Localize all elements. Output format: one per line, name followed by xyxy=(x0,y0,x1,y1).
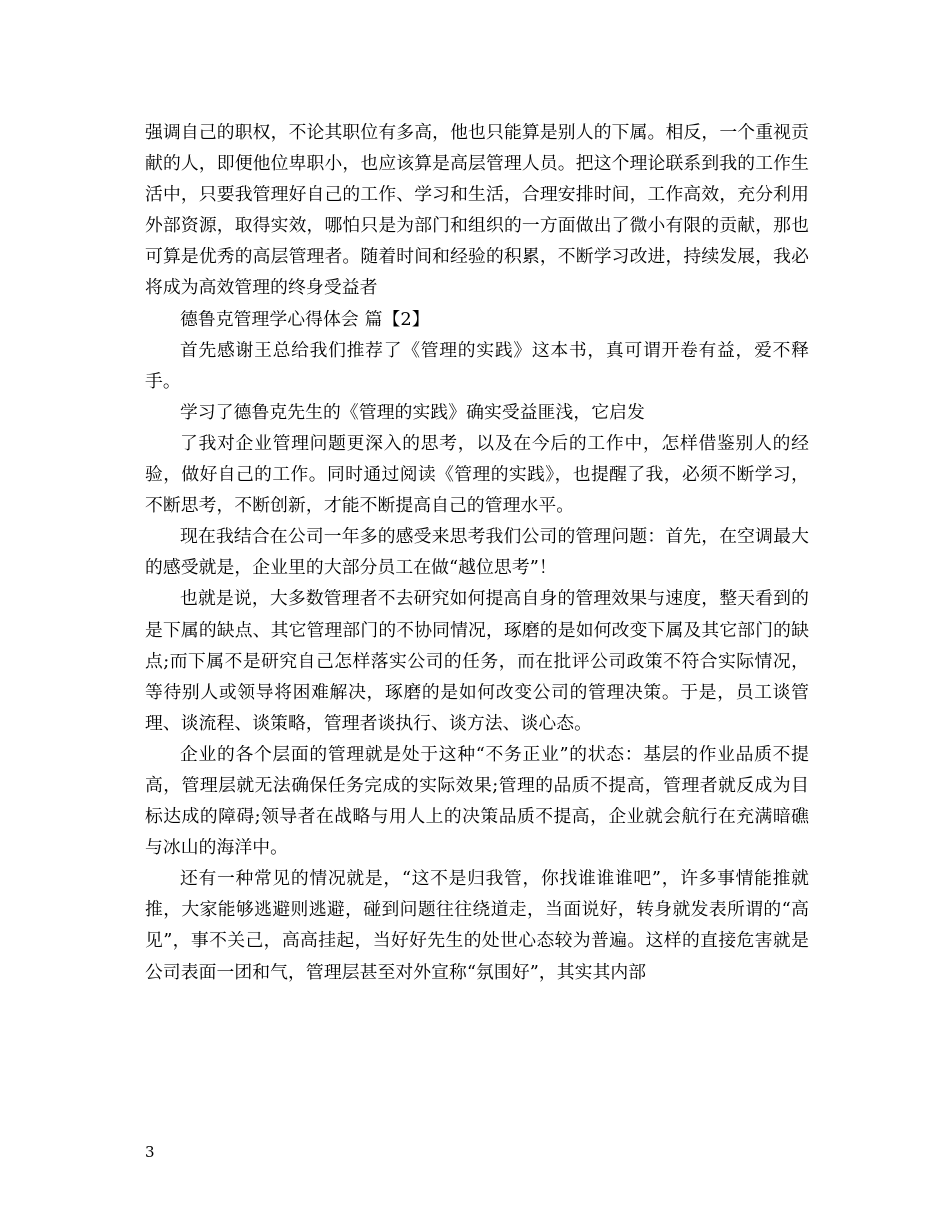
paragraph: 学习了德鲁克先生的《管理的实践》确实受益匪浅，它启发 xyxy=(180,401,645,423)
paragraph-continued-text: 强调自己的职权，不论其职位有多高，他也只能算是别人的下属。相反，一个重视贡献的人，即便他位卑职小，也应该算是高层管理人员。把这个理论联系到我的工作生活中，只要我管理好自己的工作、学习和生活，合理安排时间，工作高效，充分利用外部资源，取得实效，哪怕只是为部门和组织的一方面做出了微小有限的贡献，那也可算是优秀的高层管理者。随着时间和经验的积累，不断学习改进，持续发展，我必将成为高效管理的终身受益者 xyxy=(145,122,809,299)
page-number: 3 xyxy=(145,1143,155,1161)
document-body xyxy=(145,117,809,988)
paragraph: 还有一种常见的情况就是，“这不是归我管，你找谁谁谁吧”，许多事情能推就推，大家能够逃避则逃避，碰到问题往往绕道走，当面说好，转身就发表所谓的“高见”，事不关己，高高挂起，当好好先生的处世心态较为普遍。这样的直接危害就是公司表面一团和气，管理层甚至对外宣称“氛围好”，其实其内部 xyxy=(145,868,809,983)
paragraph: 也就是说，大多数管理者不去研究如何提高自身的管理效果与速度，整天看到的是下属的缺点、其它管理部门的不协同情况，琢磨的是如何改变下属及其它部门的缺点;而下属不是研究自己怎样落实公司的任务，而在批评公司政策不符合实际情况，等待别人或领导将困难解决，琢磨的是如何改变公司的管理决策。于是，员工谈管理、谈流程、谈策略，管理者谈执行、谈方法、谈心态。 xyxy=(145,588,809,734)
paragraph: 了我对企业管理问题更深入的思考，以及在今后的工作中，怎样借鉴别人的经验，做好自己的工作。同时通过阅读《管理的实践》，也提醒了我，必须不断学习，不断思考，不断创新，才能不断提高自己的管理水平。 xyxy=(145,432,809,517)
paragraph: 企业的各个层面的管理就是处于这种“不务正业”的状态：基层的作业品质不提高，管理层就无法确保任务完成的实际效果;管理的品质不提高，管理者就反成为目标达成的障碍;领导者在战略与用人上的决策品质不提高，企业就会航行在充满暗礁与冰山的海洋中。 xyxy=(145,743,809,859)
section-heading: 德鲁克管理学心得体会 篇【2】 xyxy=(180,308,430,330)
paragraph: 首先感谢王总给我们推荐了《管理的实践》这本书，真可谓开卷有益，爱不释手。 xyxy=(145,339,809,392)
paragraph: 现在我结合在公司一年多的感受来思考我们公司的管理问题：首先，在空调最大的感受就是，企业里的大部分员工在做“越位思考”！ xyxy=(145,526,809,579)
